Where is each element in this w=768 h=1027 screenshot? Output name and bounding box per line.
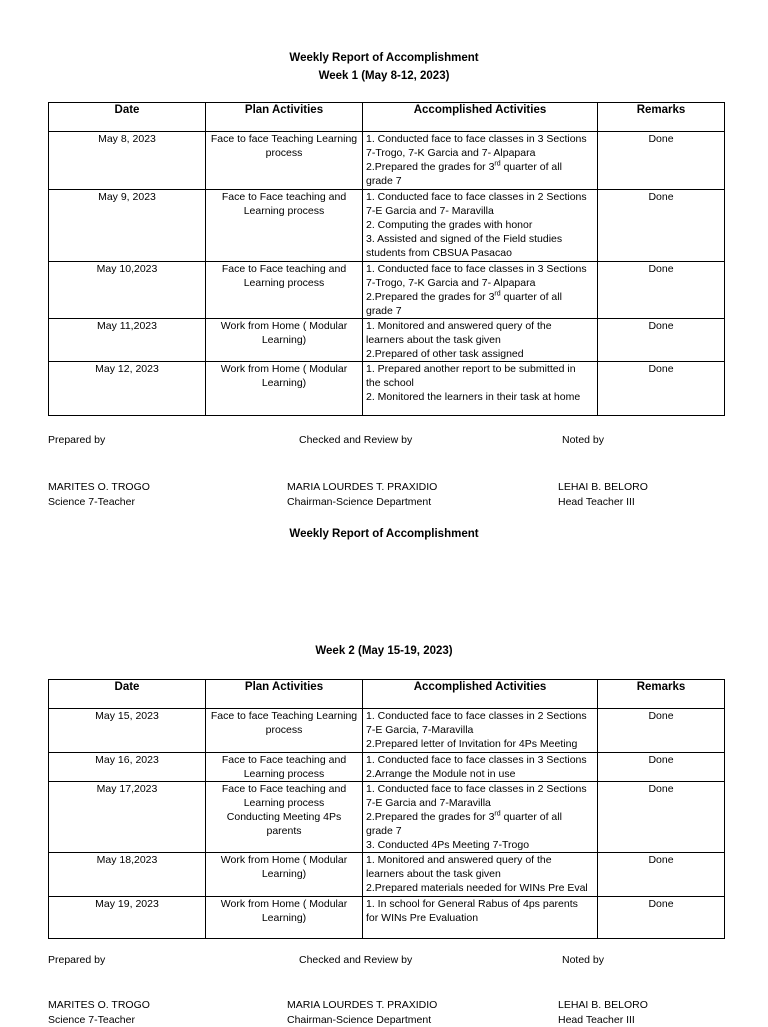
- checked-by-label: Checked and Review by: [299, 434, 413, 446]
- plan-line: Learning process: [243, 797, 325, 809]
- plan-line: Conducting Meeting 4Ps: [226, 811, 342, 823]
- report-title: Weekly Report of Accomplishment: [289, 528, 479, 540]
- accomplished-line: for WINs Pre Evaluation: [366, 912, 479, 924]
- accomplished-cell: [363, 853, 598, 897]
- table-row: [49, 709, 725, 753]
- accomplished-line: 3. Assisted and signed of the Field studies: [366, 233, 563, 245]
- accomplished-line: 2.Prepared the grades for 3rd quarter of all: [366, 290, 562, 303]
- date-cell: May 9, 2023: [49, 190, 206, 262]
- accomplished-line: 2.Prepared the grades for 3rd quarter of all: [366, 810, 562, 823]
- table-header-row: [49, 680, 725, 709]
- report-title: Weekly Report of Accomplishment: [289, 52, 479, 64]
- accomplished-line: 2.Prepared letter of Invitation for 4Ps Meeting: [366, 738, 578, 750]
- table-row: [49, 190, 725, 262]
- plan-cell: [206, 132, 363, 190]
- plan-cell: [206, 362, 363, 416]
- accomplished-cell: [363, 709, 598, 753]
- accomplished-line: 7-E Garcia and 7- Maravilla: [366, 205, 494, 217]
- accomplishment-table: [48, 102, 725, 416]
- noted-by-label: Noted by: [562, 434, 605, 446]
- header-date: Date: [49, 680, 206, 709]
- header-remarks: Remarks: [598, 680, 725, 709]
- accomplished-cell: [363, 132, 598, 190]
- header-remarks: Remarks: [598, 103, 725, 132]
- plan-cell: [206, 897, 363, 939]
- remarks-cell: Done: [598, 262, 725, 319]
- accomplished-cell: [363, 190, 598, 262]
- checked-by-label: Checked and Review by: [299, 954, 413, 966]
- accomplished-line: 2.Arrange the Module not in use: [366, 768, 516, 780]
- accomplishment-table: [48, 679, 725, 939]
- accomplished-cell: [363, 262, 598, 319]
- plan-line: process: [265, 147, 303, 159]
- preparer-title: Science 7-Teacher: [48, 496, 135, 508]
- accomplished-line: 1. Monitored and answered query of the: [366, 854, 552, 866]
- noter-title: Head Teacher III: [558, 1014, 635, 1026]
- accomplished-cell: [363, 753, 598, 782]
- noter-title: Head Teacher III: [558, 496, 635, 508]
- accomplished-cell: [363, 897, 598, 939]
- accomplished-line: 1. Conducted face to face classes in 3 Sections: [366, 133, 587, 145]
- checker-title: Chairman-Science Department: [287, 1014, 432, 1026]
- remarks-cell: Done: [598, 753, 725, 782]
- accomplished-line: 2. Computing the grades with honor: [366, 219, 533, 231]
- header-accomplished-activities: Accomplished Activities: [363, 103, 598, 132]
- accomplished-line: 1. Monitored and answered query of the: [366, 320, 552, 332]
- plan-line: Face to face Teaching Learning: [210, 710, 358, 722]
- table-row: [49, 319, 725, 362]
- plan-line: process: [265, 724, 303, 736]
- date-cell: May 11,2023: [49, 319, 206, 362]
- plan-cell: [206, 782, 363, 853]
- header-accomplished-activities: Accomplished Activities: [363, 680, 598, 709]
- accomplished-line: grade 7: [366, 825, 402, 837]
- plan-line: Face to Face teaching and: [221, 754, 347, 766]
- accomplished-line: the school: [366, 377, 414, 389]
- table-row: [49, 132, 725, 190]
- prepared-by-label: Prepared by: [48, 954, 106, 966]
- table-row: [49, 362, 725, 416]
- accomplished-line: 7-E Garcia, 7-Maravilla: [366, 724, 474, 736]
- accomplished-line: 1. In school for General Rabus of 4ps parents: [366, 898, 578, 910]
- plan-cell: [206, 753, 363, 782]
- plan-line: Face to Face teaching and: [221, 263, 347, 275]
- noter-name: LEHAI B. BELORO: [558, 481, 648, 493]
- accomplished-line: 1. Conducted face to face classes in 3 Sections: [366, 754, 587, 766]
- checker-name: MARIA LOURDES T. PRAXIDIO: [287, 481, 438, 493]
- accomplished-line: 7-Trogo, 7-K Garcia and 7- Alpapara: [366, 147, 536, 159]
- plan-line: Face to Face teaching and: [221, 783, 347, 795]
- plan-cell: [206, 853, 363, 897]
- date-cell: May 18,2023: [49, 853, 206, 897]
- table-row: [49, 897, 725, 939]
- plan-line: Learning process: [243, 277, 325, 289]
- plan-line: Work from Home ( Modular: [220, 363, 348, 375]
- plan-line: Face to face Teaching Learning: [210, 133, 358, 145]
- plan-line: Learning process: [243, 768, 325, 780]
- accomplished-cell: [363, 782, 598, 853]
- remarks-cell: Done: [598, 709, 725, 753]
- preparer-title: Science 7-Teacher: [48, 1014, 135, 1026]
- accomplished-line: 2.Prepared the grades for 3rd quarter of all: [366, 160, 562, 173]
- table-row: [49, 853, 725, 897]
- accomplished-line: 2.Prepared of other task assigned: [366, 348, 524, 360]
- ordinal-suffix: rd: [494, 160, 501, 168]
- plan-cell: [206, 190, 363, 262]
- noted-by-label: Noted by: [562, 954, 605, 966]
- date-cell: May 8, 2023: [49, 132, 206, 190]
- checker-name: MARIA LOURDES T. PRAXIDIO: [287, 999, 438, 1011]
- preparer-name: MARITES O. TROGO: [48, 481, 150, 493]
- plan-line: Work from Home ( Modular: [220, 320, 348, 332]
- plan-line: Learning): [261, 912, 307, 924]
- plan-line: Face to Face teaching and: [221, 191, 347, 203]
- plan-line: Learning process: [243, 205, 325, 217]
- plan-cell: [206, 319, 363, 362]
- remarks-cell: Done: [598, 782, 725, 853]
- remarks-cell: Done: [598, 132, 725, 190]
- noter-name: LEHAI B. BELORO: [558, 999, 648, 1011]
- plan-line: Learning): [261, 868, 307, 880]
- accomplished-line: students from CBSUA Pasacao: [366, 247, 512, 259]
- accomplished-line: 1. Conducted face to face classes in 3 Sections: [366, 263, 587, 275]
- accomplished-line: grade 7: [366, 305, 402, 317]
- accomplished-line: 1. Conducted face to face classes in 2 Sections: [366, 710, 587, 722]
- accomplished-line: 2. Monitored the learners in their task at home: [366, 391, 581, 403]
- remarks-cell: Done: [598, 853, 725, 897]
- header-plan-activities: Plan Activities: [206, 103, 363, 132]
- plan-line: Work from Home ( Modular: [220, 898, 348, 910]
- date-cell: May 17,2023: [49, 782, 206, 853]
- accomplished-cell: [363, 319, 598, 362]
- plan-line: Learning): [261, 377, 307, 389]
- prepared-by-label: Prepared by: [48, 434, 106, 446]
- accomplished-cell: [363, 362, 598, 416]
- accomplished-line: learners about the task given: [366, 868, 501, 880]
- plan-line: Work from Home ( Modular: [220, 854, 348, 866]
- remarks-cell: Done: [598, 362, 725, 416]
- accomplished-line: 1. Conducted face to face classes in 2 Sections: [366, 783, 587, 795]
- accomplished-line: grade 7: [366, 175, 402, 187]
- accomplished-line: 7-Trogo, 7-K Garcia and 7- Alpapara: [366, 277, 536, 289]
- date-cell: May 19, 2023: [49, 897, 206, 939]
- week-heading: Week 2 (May 15-19, 2023): [315, 645, 453, 657]
- date-cell: May 16, 2023: [49, 753, 206, 782]
- date-cell: May 15, 2023: [49, 709, 206, 753]
- plan-cell: [206, 262, 363, 319]
- table-row: [49, 262, 725, 319]
- header-plan-activities: Plan Activities: [206, 680, 363, 709]
- table-row: [49, 782, 725, 853]
- ordinal-suffix: rd: [494, 810, 501, 818]
- date-cell: May 12, 2023: [49, 362, 206, 416]
- preparer-name: MARITES O. TROGO: [48, 999, 150, 1011]
- remarks-cell: Done: [598, 190, 725, 262]
- accomplished-line: learners about the task given: [366, 334, 501, 346]
- accomplished-line: 7-E Garcia and 7-Maravilla: [366, 797, 491, 809]
- remarks-cell: Done: [598, 897, 725, 939]
- accomplished-line: 1. Conducted face to face classes in 2 Sections: [366, 191, 587, 203]
- week-heading: Week 1 (May 8-12, 2023): [318, 70, 450, 82]
- date-cell: May 10,2023: [49, 262, 206, 319]
- accomplished-line: 3. Conducted 4Ps Meeting 7-Trogo: [366, 839, 530, 851]
- plan-line: Learning): [261, 334, 307, 346]
- checker-title: Chairman-Science Department: [287, 496, 432, 508]
- table-row: [49, 753, 725, 782]
- accomplished-line: 1. Prepared another report to be submitted in: [366, 363, 576, 375]
- ordinal-suffix: rd: [494, 290, 501, 298]
- accomplished-line: 2.Prepared materials needed for WINs Pre Eval: [366, 882, 588, 894]
- table-header-row: [49, 103, 725, 132]
- header-date: Date: [49, 103, 206, 132]
- remarks-cell: Done: [598, 319, 725, 362]
- plan-line: parents: [266, 825, 302, 837]
- plan-cell: [206, 709, 363, 753]
